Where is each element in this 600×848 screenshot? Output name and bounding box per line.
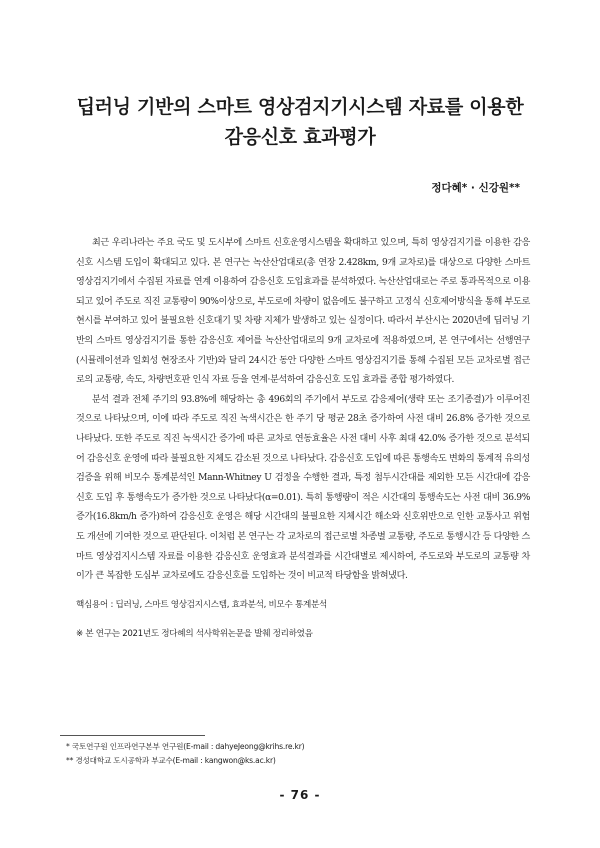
authors: 정다혜* · 신강원** bbox=[431, 182, 520, 194]
footnote-author-1: * 국토연구원 인프라연구본부 연구원(E-mail : dahyeJeong@krihs.re.kr) bbox=[66, 742, 305, 751]
keywords: 핵심용어 : 딥러닝, 스마트 영상검지시스템, 효과분석, 비모수 통계분석 bbox=[76, 600, 327, 610]
paper-title-line-1: 딥러닝 기반의 스마트 영상검지기시스템 자료를 이용한 bbox=[76, 96, 524, 118]
paper-title bbox=[40, 92, 560, 152]
abstract bbox=[76, 234, 530, 587]
paper-title-line-2: 감응신호 효과평가 bbox=[224, 126, 376, 148]
footnote-author-2: ** 경성대학교 도시공학과 부교수(E-mail : kangwon@ks.ac.kr) bbox=[66, 756, 276, 765]
abstract-paragraph-2: 분석 결과 전체 주기의 93.8%에 해당하는 총 496회의 주기에서 부도로 감응제어(생략 또는 조기종결)가 이루어진 것으로 나타났으며, 이에 따라 주도로 직진 녹색시간은 한 주기 당 평균 28초 증가하여 사전 대비 26.8% 증가한 것으로 나타났다. 또한 주도로 직진 녹색시간 증가에 따른 교차로 연동효율은 사전 대비 사후 최대 42.0% 증가한 것으로 분석되어 감응신호 운영에 따라 불필요한 지체도 감소된 것으로 나타났다. 감응신호 도입에 따른 통행속도 변화의 통계적 유의성 검증을 위해 비모수 통계분석인 Mann-Whitney U 검정을 수행한 결과, 특정 첨두시간대를 제외한 모든 시간대에 감응신호 도입 후 통행속도가 증가한 것으로 나타났다(α=0.01). 특히 통행량이 적은 시간대의 통행속도는 사전 대비 36.9% 증가(16.8km/h 증가)하여 감응신호 운영은 해당 시간대의 불필요한 지체시간 해소와 신호위반으로 인한 교통사고 위험도 개선에 기여한 것으로 판단된다. 이처럼 본 연구는 각 교차로의 접근로별 차종별 교통량, 주도로 통행시간 등 다양한 스마트 영상검지시스템 자료를 이용한 감응신호 운영효과 분석결과를 시간대별로 제시하여, 주도로와 부도로의 교통량 차이가 큰 복잡한 도심부 교차로에도 감응신호를 도입하는 것이 비교적 타당함을 밝혀냈다. bbox=[76, 394, 530, 582]
footnotes bbox=[66, 740, 304, 768]
research-note: ※ 본 연구는 2021년도 정다혜의 석사학위논문을 발췌 정리하였음 bbox=[76, 629, 313, 639]
page-number: - 76 - bbox=[279, 788, 321, 802]
footnote-divider bbox=[60, 735, 205, 736]
abstract-paragraph-1: 최근 우리나라는 주요 국도 및 도시부에 스마트 신호운영시스템을 확대하고 있으며, 특히 영상검지기를 이용한 감응신호 시스템 도입이 확대되고 있다. 본 연구는 녹산산업대로(총 연장 2.428km, 9개 교차로)를 대상으로 다양한 스마트 영상검지기에서 수집된 자료를 연계 이용하여 감응신호 도입효과를 분석하였다. 녹산산업대로는 주로 통과목적으로 이용되고 있어 주도로 직진 교통량이 90%이상으로, 부도로에 차량이 없음에도 불구하고 고정식 신호제어방식을 통해 부도로 현시를 부여하고 있어 불필요한 신호대기 및 차량 지체가 발생하고 있는 실정이다. 따라서 부산시는 2020년에 딥러닝 기반의 스마트 영상검지기를 통한 감응신호 제어를 녹산산업대로의 9개 교차로에 적용하였으며, 본 연구에서는 선행연구(시뮬레이션과 일회성 현장조사 기반)와 달리 24시간 동안 다양한 스마트 영상검지기를 통해 수집된 모든 교차로별 접근로의 교통량, 속도, 차량번호판 인식 자료 등을 연계·분석하여 감응신호 도입 효과를 종합 평가하였다. bbox=[76, 238, 530, 386]
